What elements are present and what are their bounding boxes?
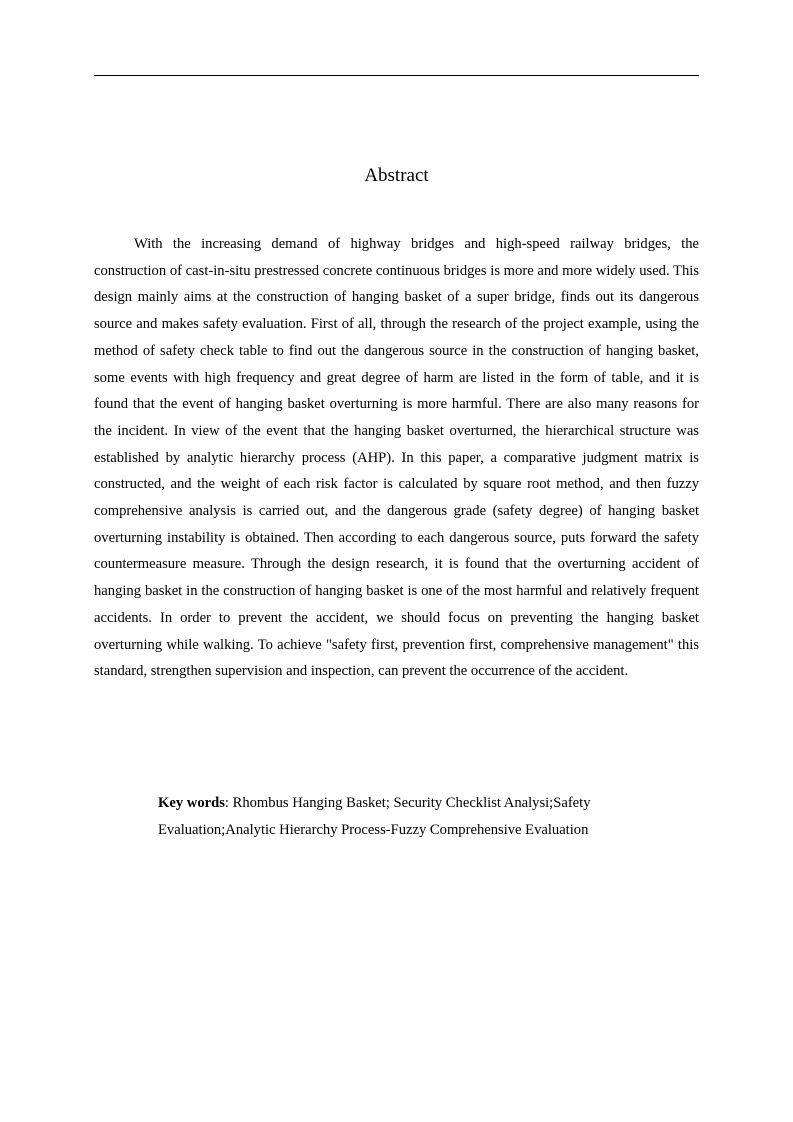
header-rule xyxy=(94,75,699,76)
abstract-body: With the increasing demand of highway bridges and high-speed railway bridges, the construction of cast-in-situ prestressed concrete continuous bridges is more and more widely used. This design mainly aims at the construction of hanging basket of a super bridge, finds out its dangerous source and makes safety evaluation. First of all, through the research of the project example, using the method of safety check table to find out the dangerous source in the construction of hanging basket, some events with high frequency and great degree of harm are listed in the form of table, and it is found that the event of hanging basket overturning is more harmful. There are also many reasons for the incident. In view of the event that the hanging basket overturned, the hierarchical structure was established by analytic hierarchy process (AHP). In this paper, a comparative judgment matrix is constructed, and the weight of each risk factor is calculated by square root method, and then fuzzy comprehensive analysis is carried out, and the dangerous grade (safety degree) of hanging basket overturning instability is obtained. Then according to each dangerous source, puts forward the safety countermeasure measure. Through the design research, it is found that the overturning accident of hanging basket in the construction of hanging basket is one of the most harmful and relatively frequent accidents. In order to prevent the accident, we should focus on preventing the hanging basket overturning while walking. To achieve "safety first, prevention first, comprehensive management" this standard, strengthen supervision and inspection, can prevent the occurrence of the accident. xyxy=(94,236,699,680)
keywords-text: : Rhombus Hanging Basket; Security Checklist Analysi;Safety Evaluation;Analytic Hierarchy Process-Fuzzy Comprehensive Evaluation xyxy=(158,795,591,838)
keywords-paragraph xyxy=(158,790,699,844)
abstract-title: Abstract xyxy=(364,165,429,186)
keywords-label: Key words xyxy=(158,795,225,811)
